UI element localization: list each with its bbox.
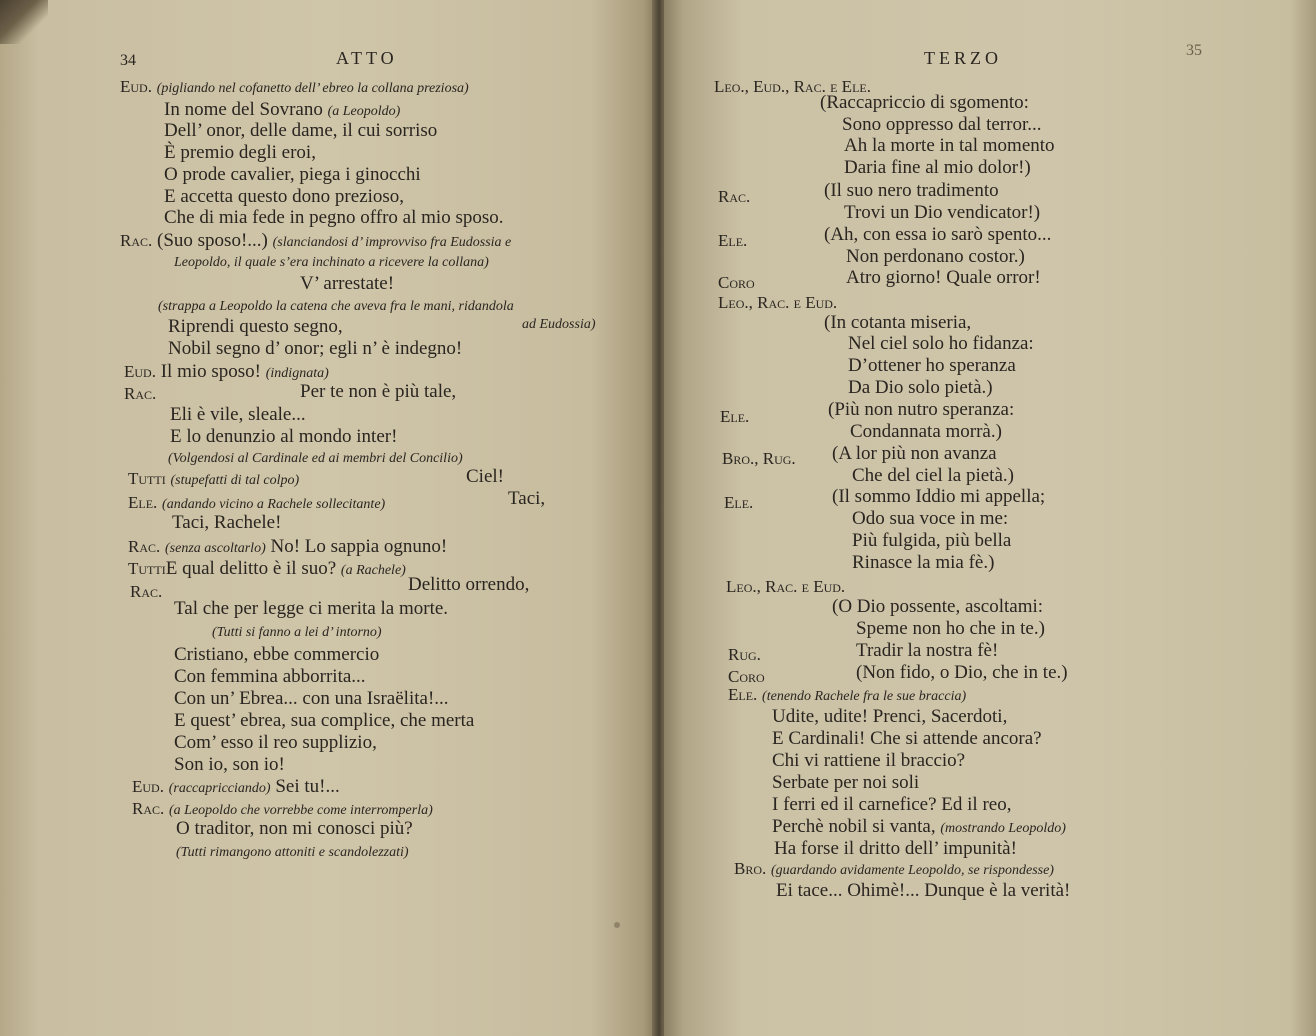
text-line: ad Eudossia) [522,317,596,332]
right-page [664,0,1316,1036]
text-line: Rinasce la mia fè.) [852,552,995,573]
text-line: Rac. [130,582,163,601]
text-line: (O Dio possente, ascoltami: [832,596,1044,617]
text-line: Nel ciel solo ho fidanza: [848,333,1034,354]
text-line: Rac. (Suo sposo!...) (slanciandosi d’ improvviso fra Eudossia e [120,230,512,251]
text-line: Sono oppresso dal terror... [842,114,1042,135]
text-line: (strappa a Leopoldo la catena che aveva fra le mani, ridandola [158,299,514,314]
text-line: (Il suo nero tradimento [824,180,999,201]
text-line: Eud. (pigliando nel cofanetto dell’ ebreo la collana preziosa) [120,77,469,96]
text-line: V’ arrestate! [300,273,395,294]
text-line: E quest’ ebrea, sua complice, che merta [174,710,475,731]
text-line: Perchè nobil si vanta, (mostrando Leopoldo) [772,816,1066,837]
text-line: Rac. (senza ascoltarlo) No! Lo sappia ognuno! [128,536,448,557]
text-line: Trovi un Dio vendicator!) [844,202,1041,223]
text-line: Da Dio solo pietà.) [848,377,993,398]
text-line: Coro [728,667,765,686]
text-line: Ele. [724,493,754,512]
text-line: Com’ esso il reo supplizio, [174,732,377,753]
text-line: Eud. Il mio sposo! (indignata) [124,361,329,382]
text-line: Atro giorno! Quale orror! [846,267,1041,288]
text-line: Con un’ Ebrea... con una Israëlita!... [174,688,449,709]
text-line: Non perdonano costor.) [846,246,1025,267]
text-line: Bro., Rug. [722,449,796,468]
text-line: D’ottener ho speranza [848,355,1016,376]
text-line: Leo., Eud., Rac. e Ele. [714,77,871,96]
text-line: Odo sua voce in me: [852,508,1009,529]
text-line: Leo., Rac. e Eud. [718,293,838,312]
text-line: Son io, son io! [174,754,285,775]
text-line: Rac. (a Leopoldo che vorrebbe come interromperla) [132,799,433,818]
text-line: (Ah, con essa io sarò spento... [824,224,1052,245]
text-line: Bro. (guardando avidamente Leopoldo, se rispondesse) [734,859,1054,878]
right-running-header: TERZO [924,48,1002,68]
text-line: Udite, udite! Prenci, Sacerdoti, [772,706,1008,727]
text-line: (Tutti si fanno a lei d’ intorno) [212,625,382,640]
text-line: (Più non nutro speranza: [828,399,1015,420]
text-line: (A lor più non avanza [832,443,997,464]
text-line: I ferri ed il carnefice? Ed il reo, [772,794,1012,815]
text-line: Cristiano, ebbe commercio [174,644,380,665]
text-line: Coro [718,273,755,292]
text-line: Rac. [718,187,751,206]
text-line: Ele. [718,231,748,250]
text-line: Serbate per noi soli [772,772,920,793]
right-page-number: 35 [1186,42,1202,59]
left-page [0,0,656,1036]
text-line: E lo denunzio al mondo inter! [170,426,398,447]
text-line: Ei tace... Ohimè!... Dunque è la verità! [776,880,1071,901]
text-line: Taci, Rachele! [172,512,282,533]
text-line: È premio degli eroi, [164,142,316,163]
text-line: Ah la morte in tal momento [844,135,1055,156]
text-line: Con femmina abborrita... [174,666,366,687]
text-line: (Raccapriccio di sgomento: [820,92,1029,113]
text-line: TuttiE qual delitto è il suo? (a Rachele) [128,558,406,579]
text-line: (Non fido, o Dio, che in te.) [856,662,1068,683]
text-line: Daria fine al mio dolor!) [844,157,1031,178]
text-line: Per te non è più tale, [300,381,457,402]
text-line: (Il sommo Iddio mi appella; [832,486,1046,507]
text-line: O prode cavalier, piega i ginocchi [164,164,421,185]
text-line: Delitto orrendo, [408,574,530,595]
text-line: Ele. (tenendo Rachele fra le sue braccia) [728,685,967,704]
text-line: Chi vi rattiene il braccio? [772,750,966,771]
text-line: Più fulgida, più bella [852,530,1012,551]
page-corner-wear [0,0,48,44]
text-line: Rug. [728,645,761,664]
text-line: Eli è vile, sleale... [170,404,306,425]
text-line: Taci, [508,488,546,509]
text-line: Tal che per legge ci merita la morte. [174,598,449,619]
text-line: Eud. (raccapricciando) Sei tu!... [132,776,340,797]
text-line: (Tutti rimangono attoniti e scandolezzati) [176,845,409,860]
text-line: Rac. [124,384,157,403]
text-line: Che del ciel la pietà.) [852,465,1014,486]
text-line: Tradir la nostra fè! [856,640,999,661]
text-line: (In cotanta miseria, [824,312,972,333]
text-line: Nobil segno d’ onor; egli n’ è indegno! [168,338,463,359]
text-line: Speme non ho che in te.) [856,618,1045,639]
text-line: Che di mia fede in pegno offro al mio sposo. [164,207,504,228]
text-line: (Volgendosi al Cardinale ed ai membri del Concilio) [168,451,463,466]
text-line: E Cardinali! Che si attende ancora? [772,728,1042,749]
text-line: Ciel! [466,466,504,487]
text-line: Dell’ onor, delle dame, il cui sorriso [164,120,438,141]
text-line: Condannata morrà.) [850,421,1002,442]
text-line: Ele. [720,407,750,426]
text-line: Riprendi questo segno, [168,316,343,337]
left-running-header: ATTO [336,48,398,68]
text-line: Ha forse il dritto dell’ impunità! [774,838,1017,859]
text-line: Tutti (stupefatti di tal colpo) [128,469,300,488]
paper-stain [614,922,620,928]
text-line: Leo., Rac. e Eud. [726,577,846,596]
text-line: Ele. (andando vicino a Rachele sollecitante) [128,493,386,512]
text-line: In nome del Sovrano (a Leopoldo) [164,99,401,120]
text-line: Leopoldo, il quale s’era inchinato a ricevere la collana) [174,255,489,270]
left-page-number: 34 [120,52,136,69]
text-line: E accetta questo dono prezioso, [164,186,405,207]
text-line: O traditor, non mi conosci più? [176,818,413,839]
